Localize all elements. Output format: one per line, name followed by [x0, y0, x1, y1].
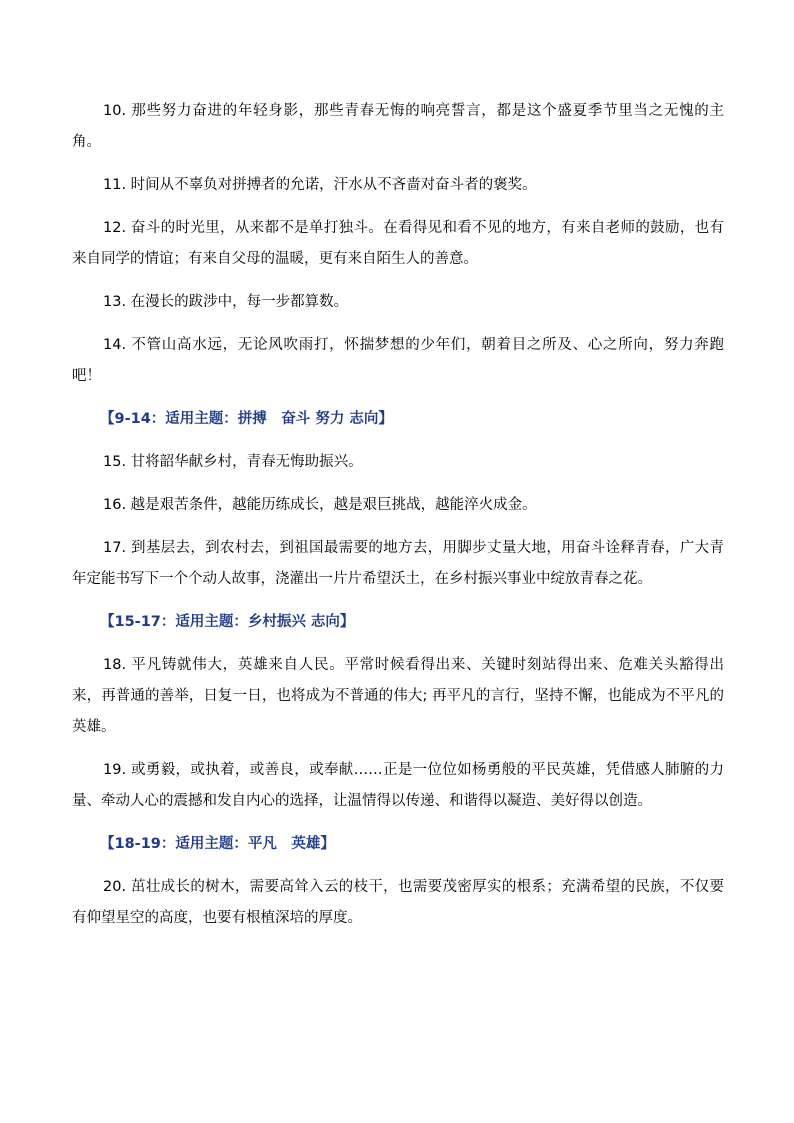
quote-paragraph-20: 20. 茁壮成长的树木，需要高耸入云的枝干，也需要茂密厚实的根系；充满希望的民族，不仅要有仰望星空的高度，也要有根植深培的厚度。 — [72, 879, 724, 926]
quote-paragraph-11: 11. 时间从不辜负对拼搏者的允诺，汗水从不吝啬对奋斗者的褒奖。 — [103, 177, 537, 193]
theme-heading-18-19: 【18-19：适用主题：平凡 英雄】 — [100, 836, 335, 852]
quote-paragraph-13: 13. 在漫长的跋涉中，每一步都算数。 — [103, 294, 349, 310]
quote-paragraph-12: 12. 奋斗的时光里，从来都不是单打独斗。在看得见和看不见的地方，有来自老师的鼓励，也有来自同学的情谊；有来自父母的温暖，更有来自陌生人的善意。 — [72, 220, 724, 267]
quote-paragraph-17: 17. 到基层去，到农村去，到祖国最需要的地方去，用脚步丈量大地，用奋斗诠释青春，广大青年定能书写下一个个动人故事，浇灌出一片片希望沃土，在乡村振兴事业中绽放青春之花。 — [72, 540, 724, 587]
quote-paragraph-14: 14. 不管山高水远，无论风吹雨打，怀揣梦想的少年们，朝着目之所及、心之所向，努力奔跑吧！ — [72, 337, 724, 384]
quote-paragraph-19: 19. 或勇毅，或执着，或善良，或奉献……正是一位位如杨勇般的平民英雄，凭借感人肺腑的力量、牵动人心的震撼和发自内心的选择，让温情得以传递、和谐得以凝造、美好得以创造。 — [72, 762, 724, 809]
theme-heading-15-17: 【15-17：适用主题：乡村振兴 志向】 — [100, 614, 355, 630]
quote-paragraph-18: 18. 平凡铸就伟大，英雄来自人民。平常时候看得出来、关键时刻站得出来、危难关头豁得出来，再普通的善举，日复一日，也将成为不普通的伟大; 再平凡的言行，坚持不懈，也能成为不平凡的英雄。 — [72, 657, 724, 735]
theme-heading-9-14: 【9-14：适用主题：拼搏 奋斗 努力 志向】 — [100, 411, 393, 427]
quote-paragraph-16: 16. 越是艰苦条件，越能历练成长，越是艰巨挑战，越能淬火成金。 — [103, 497, 537, 513]
quote-paragraph-10: 10. 那些努力奋进的年轻身影，那些青春无悔的响亮誓言，都是这个盛夏季节里当之无愧的主角。 — [72, 103, 724, 150]
document-page — [72, 96, 724, 946]
quote-paragraph-15: 15. 甘将韶华献乡村，青春无悔助振兴。 — [103, 454, 363, 470]
